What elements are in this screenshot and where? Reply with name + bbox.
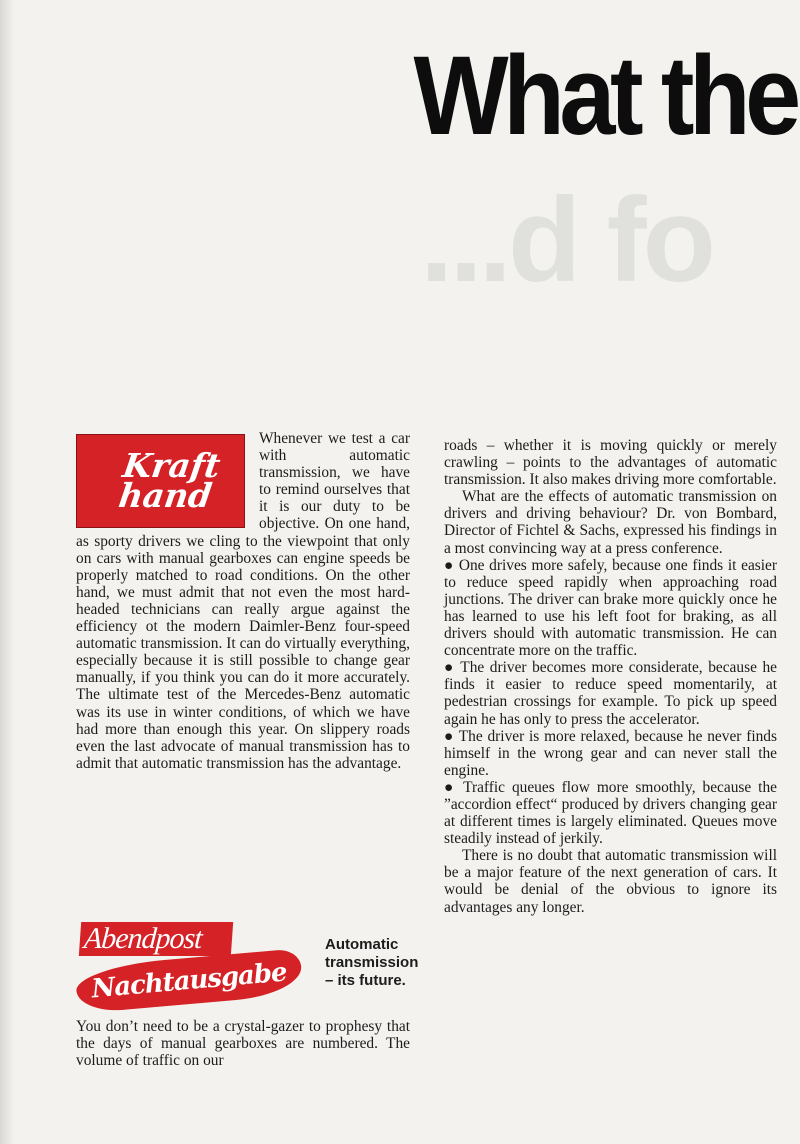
right-paragraph-3: There is no doubt that automatic transmission will be a major feature of the next generation of cars. It would be denial of the obvious to ignore its advantages any longer. — [444, 847, 777, 916]
page-edge — [0, 0, 14, 1144]
kraft-article-text: Whenever we test a car with automatic transmission, we have to remind ourselves that it is our duty to be objective. On one hand, as sporty drivers we cling to the viewpoint that only on cars with manual gearboxes can engine speeds be properly matched to road conditions. On the other hand, we must admit that not even the most hard-headed technicians can really argue against the efficiency ot the modern Daimler-Benz four-speed automatic transmission. It can do virtually everything, especially because it is still possible to change gear manually, if you think you can do it more accurately. The ultimate test of the Mercedes-Benz automatic was its use in winter conditions, of which we have had more than enough this year. On slippery roads even the last advocate of manual transmission has to admit that automatic transmission has the advantage. — [76, 430, 410, 772]
right-paragraph-1: roads – whether it is moving quickly or merely crawling – points to the advantages of automatic transmission. It also makes driving more comfortable. — [444, 437, 777, 489]
kraft-logo-line1: Kraft — [120, 446, 223, 485]
bullet-item-3: ● The driver is more relaxed, because he never finds himself in the wrong gear and can never stall the engine. — [444, 727, 777, 779]
abendpost-logo-top: Abendpost — [79, 922, 233, 956]
abendpost-logo — [76, 922, 310, 1014]
abendpost-article-continued — [444, 437, 777, 916]
page-headline: What the — [413, 33, 796, 158]
bullet-item-4: ● Traffic queues flow more smoothly, because the ”accordion effect“ produced by drivers changing gear at different times is largely eliminated. Queues move steadily instead of jerkily. — [444, 778, 777, 848]
abendpost-header — [76, 922, 419, 1018]
bullet-item-1: ● One drives more safely, because one finds it easier to reduce speed rapidly when approaching road junctions. The driver can brake more quickly once he has learned to use his left foot for braking, as all drivers should with automatic transmission. He can concentrate more on the traffic. — [444, 556, 777, 660]
right-paragraph-2: What are the effects of automatic transmission on drivers and driving behaviour? Dr. von Bombard, Director of Fichtel & Sachs, expressed his findings in a most convincing way at a press conference. — [444, 488, 777, 557]
kraft-logo-line2: hand — [116, 476, 215, 515]
kraft-hand-article — [76, 430, 410, 772]
caption-line3: – its future. — [325, 972, 406, 989]
abendpost-caption — [325, 936, 425, 990]
abendpost-text-start: You don’t need to be a crystal-gazer to prophesy that the days of manual gearboxes are numbered. The volume of traffic on our — [76, 1018, 410, 1070]
abendpost-article-start — [76, 1018, 410, 1069]
kraft-hand-logo — [76, 434, 245, 528]
abendpost-logo-bottom: Nachtausgabe — [74, 948, 303, 1014]
show-through-text: ...d fo — [420, 173, 712, 307]
caption-line2: transmission — [325, 954, 419, 971]
bullet-item-2: ● The driver becomes more considerate, because he finds it easier to reduce speed momentarily, at pedestrian crossings for example. To pick up speed again he has only to press the accelerator. — [444, 659, 777, 728]
caption-line1: Automatic — [325, 936, 399, 953]
